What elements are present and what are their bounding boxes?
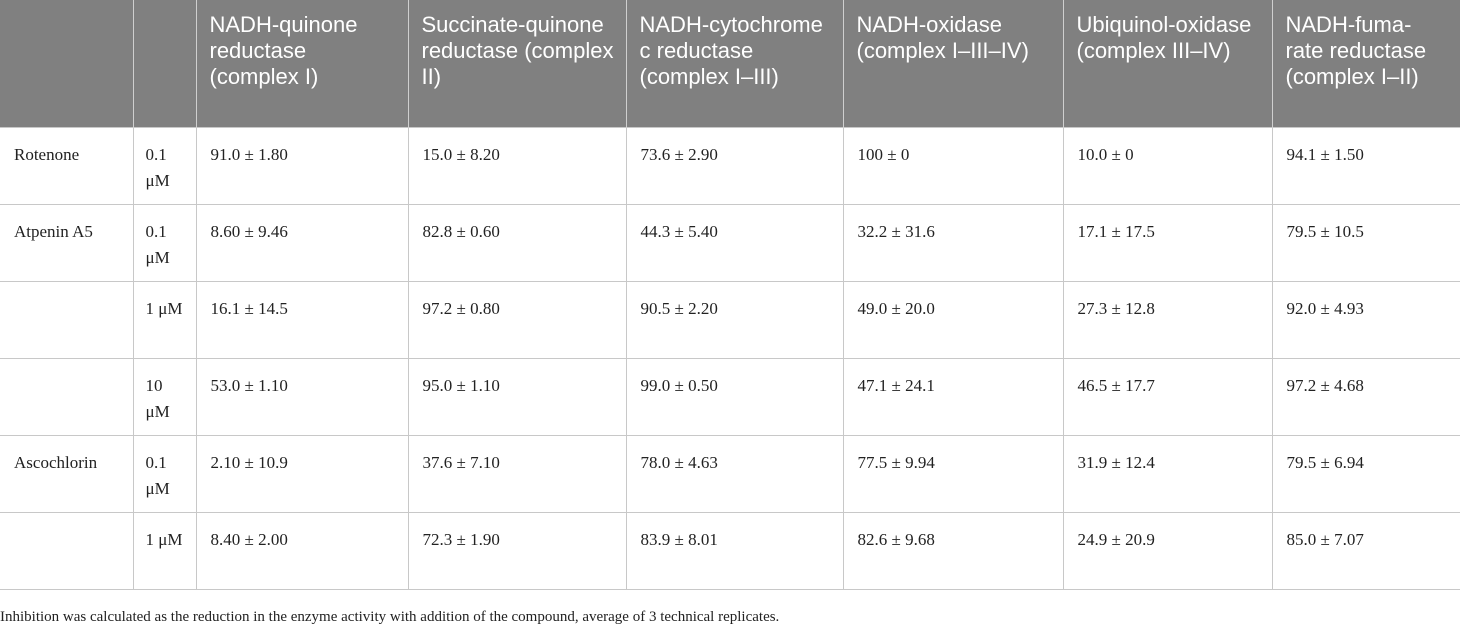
header-complex-iii-iv: Ubiquinol-oxidase (complex III–IV) — [1063, 0, 1272, 127]
value-cell: 79.5 ± 10.5 — [1272, 204, 1460, 281]
value-cell: 17.1 ± 17.5 — [1063, 204, 1272, 281]
value-cell: 97.2 ± 4.68 — [1272, 358, 1460, 435]
value-cell: 82.8 ± 0.60 — [408, 204, 626, 281]
table-row — [0, 204, 1460, 281]
table-row — [0, 435, 1460, 512]
table-row — [0, 358, 1460, 435]
value-cell: 8.60 ± 9.46 — [196, 204, 408, 281]
value-cell: 53.0 ± 1.10 — [196, 358, 408, 435]
compound-cell — [0, 512, 133, 589]
header-concentration — [133, 0, 196, 127]
value-cell: 77.5 ± 9.94 — [843, 435, 1063, 512]
compound-cell: Atpenin A5 — [0, 204, 133, 281]
value-cell: 100 ± 0 — [843, 127, 1063, 204]
value-cell: 46.5 ± 17.7 — [1063, 358, 1272, 435]
header-complex-i-iii-iv: NADH-oxidase (complex I–III–IV) — [843, 0, 1063, 127]
value-cell: 27.3 ± 12.8 — [1063, 281, 1272, 358]
value-cell: 10.0 ± 0 — [1063, 127, 1272, 204]
value-cell: 73.6 ± 2.90 — [626, 127, 843, 204]
value-cell: 82.6 ± 9.68 — [843, 512, 1063, 589]
value-cell: 24.9 ± 20.9 — [1063, 512, 1272, 589]
concentration-cell: 10 μM — [133, 358, 196, 435]
value-cell: 97.2 ± 0.80 — [408, 281, 626, 358]
value-cell: 31.9 ± 12.4 — [1063, 435, 1272, 512]
value-cell: 78.0 ± 4.63 — [626, 435, 843, 512]
concentration-cell: 1 μM — [133, 281, 196, 358]
value-cell: 2.10 ± 10.9 — [196, 435, 408, 512]
value-cell: 99.0 ± 0.50 — [626, 358, 843, 435]
value-cell: 92.0 ± 4.93 — [1272, 281, 1460, 358]
value-cell: 15.0 ± 8.20 — [408, 127, 626, 204]
value-cell: 72.3 ± 1.90 — [408, 512, 626, 589]
header-complex-i-iii: NADH-cytochrome c reductase (complex I–III) — [626, 0, 843, 127]
value-cell: 79.5 ± 6.94 — [1272, 435, 1460, 512]
value-cell: 83.9 ± 8.01 — [626, 512, 843, 589]
concentration-cell: 0.1 μM — [133, 127, 196, 204]
header-complex-ii: Succinate-quinone reductase (complex II) — [408, 0, 626, 127]
value-cell: 32.2 ± 31.6 — [843, 204, 1063, 281]
header-complex-i-ii: NADH-fuma-rate reductase (complex I–II) — [1272, 0, 1460, 127]
value-cell: 94.1 ± 1.50 — [1272, 127, 1460, 204]
table-row — [0, 127, 1460, 204]
value-cell: 95.0 ± 1.10 — [408, 358, 626, 435]
value-cell: 90.5 ± 2.20 — [626, 281, 843, 358]
table-row — [0, 281, 1460, 358]
compound-cell — [0, 358, 133, 435]
value-cell: 49.0 ± 20.0 — [843, 281, 1063, 358]
value-cell: 91.0 ± 1.80 — [196, 127, 408, 204]
value-cell: 44.3 ± 5.40 — [626, 204, 843, 281]
header-complex-i: NADH-quinone reductase (complex I) — [196, 0, 408, 127]
compound-cell: Rotenone — [0, 127, 133, 204]
value-cell: 47.1 ± 24.1 — [843, 358, 1063, 435]
header-compound — [0, 0, 133, 127]
value-cell: 8.40 ± 2.00 — [196, 512, 408, 589]
header-row — [0, 0, 1460, 127]
compound-cell — [0, 281, 133, 358]
value-cell: 37.6 ± 7.10 — [408, 435, 626, 512]
concentration-cell: 0.1 μM — [133, 435, 196, 512]
table-footnote: Inhibition was calculated as the reduction in the enzyme activity with addition of the compound, average of 3 technical replicates. — [0, 609, 780, 625]
concentration-cell: 0.1 μM — [133, 204, 196, 281]
concentration-cell: 1 μM — [133, 512, 196, 589]
value-cell: 16.1 ± 14.5 — [196, 281, 408, 358]
value-cell: 85.0 ± 7.07 — [1272, 512, 1460, 589]
table-row — [0, 512, 1460, 589]
compound-cell: Ascochlorin — [0, 435, 133, 512]
